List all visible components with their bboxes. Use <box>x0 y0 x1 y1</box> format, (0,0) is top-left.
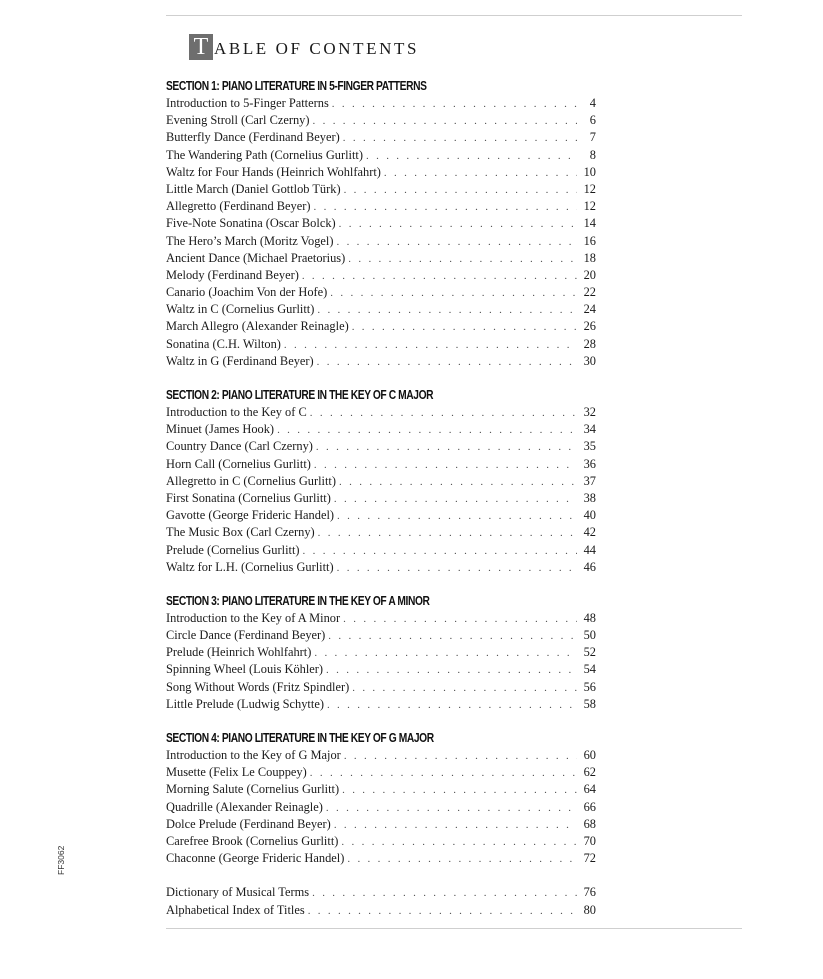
dot-leader <box>314 199 577 216</box>
entry-page: 18 <box>583 250 596 265</box>
side-catalog-code <box>56 835 68 875</box>
entry-title: Little Prelude (Ludwig Schytte) <box>166 696 324 711</box>
dot-leader <box>310 765 577 782</box>
entry-title: Chaconne (George Frideric Handel) <box>166 851 345 866</box>
catalog-code-text: FF3062 <box>56 845 66 875</box>
toc-entry <box>166 336 596 353</box>
entry-title: Song Without Words (Fritz Spindler) <box>166 679 350 694</box>
entry-title: Gavotte (George Frideric Handel) <box>166 508 335 523</box>
dot-leader <box>312 885 577 902</box>
toc-entry <box>166 661 596 678</box>
toc-entry <box>166 250 596 267</box>
entry-title: The Wandering Path (Cornelius Gurlitt) <box>166 147 363 162</box>
entry-title: Morning Salute (Cornelius Gurlitt) <box>166 782 340 797</box>
entry-title: Country Dance (Carl Czerny) <box>166 439 313 454</box>
entry-page: 14 <box>583 216 596 231</box>
dot-leader <box>337 560 577 577</box>
section-4 <box>166 730 596 867</box>
dot-leader <box>313 113 578 130</box>
entry-page: 58 <box>583 696 596 711</box>
entry-page: 44 <box>583 542 596 557</box>
toc-entry <box>166 902 596 919</box>
entry-page: 12 <box>583 199 596 214</box>
entry-page: 36 <box>583 456 596 471</box>
toc-entry <box>166 421 596 438</box>
entry-page: 66 <box>583 799 596 814</box>
dot-leader <box>348 251 577 268</box>
toc-entry <box>166 181 596 198</box>
toc-entry <box>166 781 596 798</box>
toc-entry <box>166 318 596 335</box>
toc-entry <box>166 764 596 781</box>
entry-page: 70 <box>583 833 596 848</box>
entry-page: 16 <box>583 233 596 248</box>
dot-leader <box>343 130 577 147</box>
toc-entry <box>166 490 596 507</box>
toc-entry <box>166 147 596 164</box>
entry-page: 72 <box>583 851 596 866</box>
entry-page: 48 <box>583 610 596 625</box>
entry-page: 26 <box>583 319 596 334</box>
toc-entry <box>166 559 596 576</box>
entry-page: 80 <box>583 902 596 917</box>
dot-leader <box>343 611 577 628</box>
entry-title: Musette (Felix Le Couppey) <box>166 765 307 780</box>
toc-entry <box>166 215 596 232</box>
dot-leader <box>277 422 577 439</box>
toc-entry <box>166 679 596 696</box>
entry-page: 22 <box>583 285 596 300</box>
toc-entry <box>166 284 596 301</box>
dot-leader <box>328 628 577 645</box>
entry-title: Quadrille (Alexander Reinagle) <box>166 799 323 814</box>
toc-entry <box>166 438 596 455</box>
toc-entry <box>166 301 596 318</box>
entry-page: 24 <box>583 302 596 317</box>
entry-page: 60 <box>583 748 596 762</box>
dot-leader <box>326 662 577 679</box>
entry-title: Dictionary of Musical Terms <box>166 885 310 900</box>
dot-leader <box>327 697 577 714</box>
dot-leader <box>384 165 577 182</box>
entry-title: Five-Note Sonatina (Oscar Bolck) <box>166 216 336 231</box>
entry-title: Evening Stroll (Carl Czerny) <box>166 113 310 128</box>
entry-page: 32 <box>583 405 596 419</box>
entry-page: 28 <box>583 336 596 351</box>
dot-leader <box>344 748 577 765</box>
dot-leader <box>314 645 577 662</box>
entry-title: March Allegro (Alexander Reinagle) <box>166 319 349 334</box>
entry-page: 37 <box>583 473 596 488</box>
entry-page: 38 <box>583 490 596 505</box>
title-initial: T <box>189 34 213 60</box>
dot-leader <box>339 474 577 491</box>
dot-leader <box>339 216 577 233</box>
entry-page: 6 <box>589 113 596 128</box>
toc-entry <box>166 95 596 112</box>
dot-leader <box>317 302 577 319</box>
entry-title: First Sonatina (Cornelius Gurlitt) <box>166 490 331 505</box>
entry-page: 68 <box>583 816 596 831</box>
entry-page: 8 <box>589 147 596 162</box>
toc-entry <box>166 627 596 644</box>
dot-leader <box>336 234 577 251</box>
toc-entry <box>166 610 596 627</box>
toc-entry <box>166 456 596 473</box>
dot-leader <box>316 439 577 456</box>
toc-entry <box>166 799 596 816</box>
bottom-rule <box>166 928 742 929</box>
entry-page: 54 <box>583 662 596 677</box>
dot-leader <box>326 800 577 817</box>
dot-leader <box>302 268 577 285</box>
dot-leader <box>308 903 577 920</box>
dot-leader <box>337 508 577 525</box>
dot-leader <box>344 182 577 199</box>
entry-title: Allegretto in C (Cornelius Gurlitt) <box>166 473 337 488</box>
back-matter <box>166 884 596 918</box>
entry-title: Spinning Wheel (Louis Köhler) <box>166 662 324 677</box>
entry-title: Butterfly Dance (Ferdinand Beyer) <box>166 130 340 145</box>
entry-title: Introduction to the Key of A Minor <box>166 610 341 625</box>
entry-page: 4 <box>589 96 596 110</box>
entry-title: Waltz in C (Cornelius Gurlitt) <box>166 302 315 317</box>
entry-title: Carefree Brook (Cornelius Gurlitt) <box>166 833 339 848</box>
entry-page: 40 <box>583 508 596 523</box>
entry-title: Prelude (Heinrich Wohlfahrt) <box>166 645 312 660</box>
dot-leader <box>347 851 577 868</box>
entry-page: 76 <box>583 885 596 900</box>
entry-page: 50 <box>583 628 596 643</box>
dot-leader <box>332 96 577 113</box>
entry-page: 56 <box>583 679 596 694</box>
entry-page: 7 <box>589 130 596 145</box>
toc-content <box>166 78 596 919</box>
entry-title: Introduction to the Key of G Major <box>166 748 341 762</box>
toc-entry <box>166 833 596 850</box>
entry-title: Canario (Joachim Von der Hofe) <box>166 285 328 300</box>
dot-leader <box>334 817 577 834</box>
entry-page: 64 <box>583 782 596 797</box>
page-title <box>189 32 419 62</box>
section-2 <box>166 387 596 576</box>
entry-page: 62 <box>583 765 596 780</box>
toc-entry <box>166 816 596 833</box>
dot-leader <box>342 782 577 799</box>
entry-title: Minuet (James Hook) <box>166 422 275 437</box>
section-heading: SECTION 1: PIANO LITERATURE IN 5-FINGER PATTERNS <box>166 79 427 93</box>
entry-page: 20 <box>583 267 596 282</box>
toc-entry <box>166 696 596 713</box>
dot-leader <box>330 285 577 302</box>
section-spacer <box>166 867 596 884</box>
dot-leader <box>334 491 577 508</box>
toc-entry <box>166 644 596 661</box>
toc-entry <box>166 129 596 146</box>
entry-page: 52 <box>583 645 596 660</box>
entry-title: Melody (Ferdinand Beyer) <box>166 267 299 282</box>
toc-entry <box>166 353 596 370</box>
dot-leader <box>317 354 577 371</box>
dot-leader <box>341 834 577 851</box>
toc-entry <box>166 473 596 490</box>
dot-leader <box>352 680 577 697</box>
entry-page: 42 <box>583 525 596 540</box>
toc-entry <box>166 267 596 284</box>
entry-title: Dolce Prelude (Ferdinand Beyer) <box>166 816 331 831</box>
toc-entry <box>166 524 596 541</box>
toc-entry <box>166 884 596 901</box>
section-1 <box>166 78 596 370</box>
toc-entry <box>166 507 596 524</box>
entry-page: 10 <box>583 164 596 179</box>
dot-leader <box>284 337 577 354</box>
entry-title: Little March (Daniel Gottlob Türk) <box>166 181 341 196</box>
entry-title: Introduction to 5-Finger Patterns <box>166 96 329 110</box>
entry-page: 35 <box>583 439 596 454</box>
dot-leader <box>314 457 577 474</box>
toc-entry <box>166 198 596 215</box>
entry-title: The Hero’s March (Moritz Vogel) <box>166 233 334 248</box>
section-spacer <box>166 713 596 730</box>
entry-title: Horn Call (Cornelius Gurlitt) <box>166 456 311 471</box>
section-heading: SECTION 3: PIANO LITERATURE IN THE KEY OF A MINOR <box>166 593 430 608</box>
dot-leader <box>318 525 577 542</box>
toc-entry <box>166 542 596 559</box>
top-rule <box>166 15 742 16</box>
toc-entry <box>166 233 596 250</box>
entry-page: 46 <box>583 559 596 574</box>
entry-title: Circle Dance (Ferdinand Beyer) <box>166 628 326 643</box>
toc-entry <box>166 164 596 181</box>
toc-entry <box>166 112 596 129</box>
section-spacer <box>166 370 596 387</box>
toc-entry <box>166 850 596 867</box>
section-heading: SECTION 2: PIANO LITERATURE IN THE KEY OF C MAJOR <box>166 388 434 402</box>
entry-title: Waltz in G (Ferdinand Beyer) <box>166 353 314 368</box>
dot-leader <box>303 543 577 560</box>
entry-page: 12 <box>583 181 596 196</box>
entry-title: The Music Box (Carl Czerny) <box>166 525 315 540</box>
entry-page: 34 <box>583 422 596 437</box>
title-text: ABLE OF CONTENTS <box>214 39 419 58</box>
entry-title: Allegretto (Ferdinand Beyer) <box>166 199 311 214</box>
entry-page: 30 <box>583 353 596 368</box>
dot-leader <box>310 405 577 422</box>
section-heading: SECTION 4: PIANO LITERATURE IN THE KEY OF G MAJOR <box>166 731 434 745</box>
section-spacer <box>166 576 596 593</box>
entry-title: Waltz for L.H. (Cornelius Gurlitt) <box>166 559 334 574</box>
entry-title: Waltz for Four Hands (Heinrich Wohlfahrt) <box>166 164 381 179</box>
entry-title: Ancient Dance (Michael Praetorius) <box>166 250 346 265</box>
toc-entry <box>166 747 596 764</box>
entry-title: Alphabetical Index of Titles <box>166 902 305 917</box>
toc-entry <box>166 404 596 421</box>
dot-leader <box>352 319 577 336</box>
entry-title: Introduction to the Key of C <box>166 405 307 419</box>
entry-title: Prelude (Cornelius Gurlitt) <box>166 542 300 557</box>
entry-title: Sonatina (C.H. Wilton) <box>166 336 281 351</box>
section-3 <box>166 593 596 713</box>
dot-leader <box>366 148 577 165</box>
